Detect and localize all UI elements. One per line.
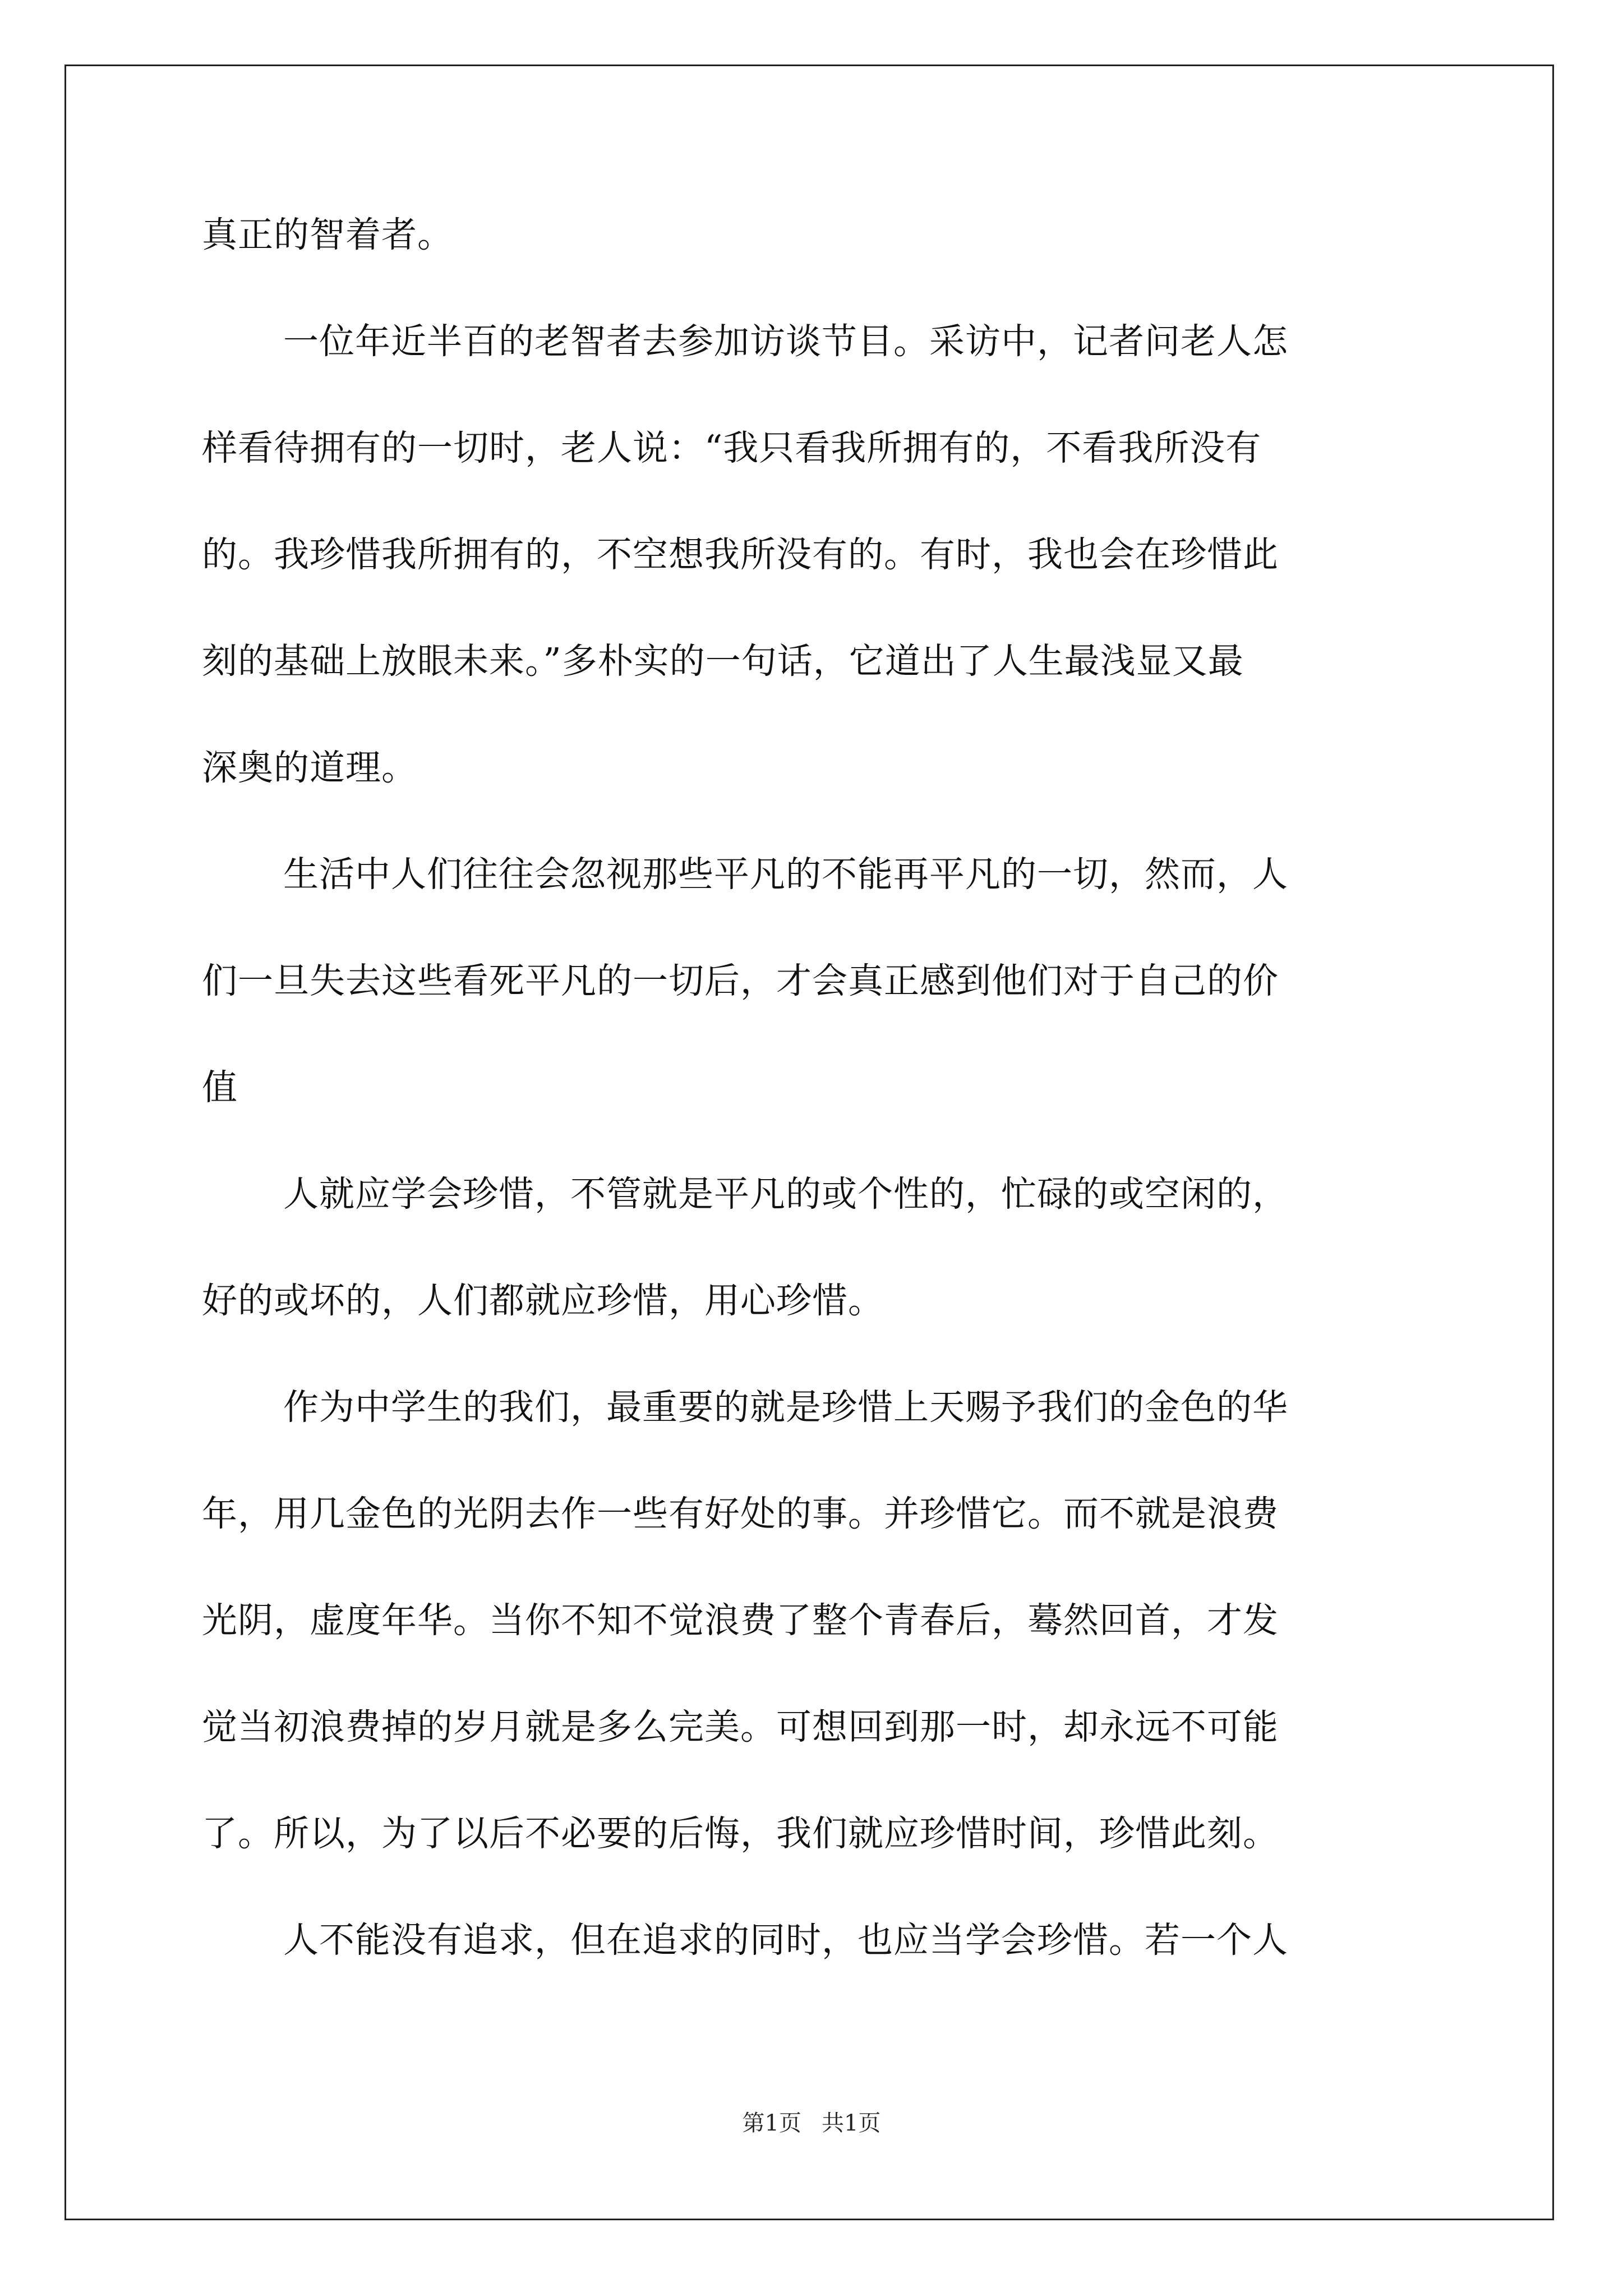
document-body <box>202 213 1424 2025</box>
text-line-1: 真正的智着者。 <box>202 214 453 255</box>
text-line-6: 深奥的道理。 <box>202 747 417 788</box>
text-line-2: 一位年近半百的老智者去参加访谈节目。采访中，记者问老人怎 <box>283 321 1288 362</box>
text-line-5: 刻的基础上放眼未来。”多朴实的一句话，它道出了人生最浅显又最 <box>202 641 1244 682</box>
text-line-9: 值 <box>202 1067 238 1108</box>
text-line-12: 作为中学生的我们，最重要的就是珍惜上天赐予我们的金色的华 <box>283 1387 1288 1428</box>
text-line-14: 光阴，虚度年华。当你不知不觉浪费了整个青春后，蓦然回首，才发 <box>202 1600 1279 1641</box>
text-line-10: 人就应学会珍惜，不管就是平凡的或个性的，忙碌的或空闲的， <box>283 1174 1288 1214</box>
text-line-17: 人不能没有追求，但在追求的同时，也应当学会珍惜。若一个人 <box>283 1920 1288 1961</box>
text-line-8: 们一旦失去这些看死平凡的一切后，才会真正感到他们对于自己的价 <box>202 960 1279 1001</box>
text-line-15: 觉当初浪费掉的岁月就是多么完美。可想回到那一时，却永远不可能 <box>202 1706 1279 1747</box>
text-line-11: 好的或坏的，人们都就应珍惜，用心珍惜。 <box>202 1280 884 1321</box>
text-line-7: 生活中人们往往会忽视那些平凡的不能再平凡的一切，然而，人 <box>283 854 1288 895</box>
text-line-4: 的。我珍惜我所拥有的，不空想我所没有的。有时，我也会在珍惜此 <box>202 534 1279 575</box>
text-line-13: 年，用几金色的光阴去作一些有好处的事。并珍惜它。而不就是浪费 <box>202 1493 1279 1534</box>
page-number-current: 第1页 <box>742 2110 801 2136</box>
text-line-16: 了。所以，为了以后不必要的后悔，我们就应珍惜时间，珍惜此刻。 <box>202 1813 1279 1854</box>
page-number-total: 共1页 <box>822 2110 881 2136</box>
text-line-3: 样看待拥有的一切时，老人说：“我只看我所拥有的，不看我所没有 <box>202 427 1262 468</box>
page-footer <box>0 2109 1623 2137</box>
